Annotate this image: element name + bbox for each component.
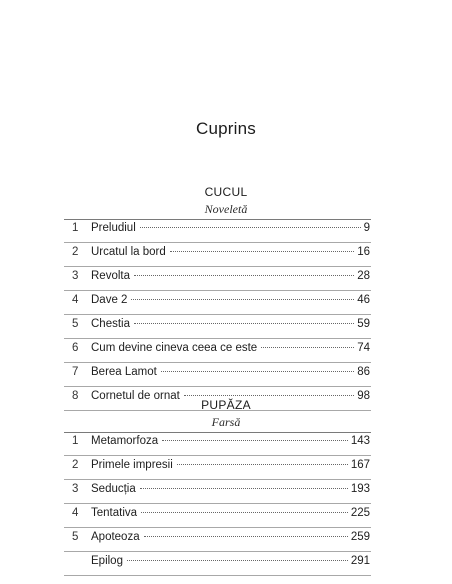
toc-row[interactable] (0, 219, 452, 243)
toc-entry-page: 259 (350, 531, 370, 543)
toc-entry-page: 28 (357, 270, 370, 282)
toc-entry-page: 16 (357, 246, 370, 258)
toc-entry-label: Metamorfoza (91, 435, 159, 447)
toc-leader-dots (177, 464, 348, 465)
toc-entry-label: Dave 2 (91, 294, 128, 306)
toc-entry-label: Cum devine cineva ceea ce este (91, 342, 258, 354)
toc-entry-number: 4 (72, 294, 79, 306)
toc-row[interactable] (0, 456, 452, 480)
toc-row[interactable] (0, 504, 452, 528)
toc-leader-dots (141, 512, 348, 513)
toc-entry-number: 5 (72, 531, 79, 543)
toc-entry-label: Berea Lamot (91, 366, 157, 378)
section-title-cucul: CUCUL (204, 185, 248, 199)
toc-row[interactable] (0, 339, 452, 363)
toc-entry-number: 2 (72, 459, 79, 471)
toc-entry-label: Urcatul la bord (91, 246, 166, 258)
toc-leader-dots (134, 275, 354, 276)
section-subtitle-cucul: Noveletă (204, 202, 248, 216)
toc-entry-label: Chestia (91, 318, 130, 330)
page-title: Cuprins (196, 119, 256, 138)
toc-entry-number: 7 (72, 366, 79, 378)
toc-list-cucul (0, 219, 452, 411)
toc-entry-page: 98 (357, 390, 370, 402)
toc-entry-page: 9 (363, 222, 370, 234)
toc-entry-number: 3 (72, 483, 79, 495)
row-divider (64, 575, 371, 576)
toc-entry-label: Revolta (91, 270, 130, 282)
toc-entry-page: 74 (357, 342, 370, 354)
toc-leader-dots (134, 323, 354, 324)
toc-entry-number: 1 (72, 435, 79, 447)
toc-leader-dots (162, 440, 348, 441)
toc-leader-dots (140, 488, 348, 489)
toc-leader-dots (140, 227, 361, 228)
toc-entry-number: 5 (72, 318, 79, 330)
toc-entry-page: 86 (357, 366, 370, 378)
toc-entry-label: Primele impresii (91, 459, 173, 471)
toc-entry-number: 8 (72, 390, 79, 402)
toc-leader-dots (127, 560, 348, 561)
toc-leader-dots (170, 251, 354, 252)
toc-entry-page: 46 (357, 294, 370, 306)
toc-leader-dots (184, 395, 354, 396)
toc-list-pupaza (0, 432, 452, 576)
toc-entry-page: 59 (357, 318, 370, 330)
toc-leader-dots (131, 299, 354, 300)
toc-row[interactable] (0, 432, 452, 456)
toc-entry-label: Cornetul de ornat (91, 390, 180, 402)
toc-row[interactable] (0, 480, 452, 504)
section-subtitle-pupaza: Farsă (211, 415, 241, 429)
toc-row[interactable] (0, 528, 452, 552)
toc-entry-label: Apoteoza (91, 531, 140, 543)
toc-entry-number: 4 (72, 507, 79, 519)
toc-row[interactable] (0, 315, 452, 339)
toc-entry-number: 2 (72, 246, 79, 258)
toc-entry-number: 6 (72, 342, 79, 354)
toc-entry-page: 193 (350, 483, 370, 495)
toc-leader-dots (161, 371, 354, 372)
toc-row[interactable] (0, 243, 452, 267)
toc-entry-label: Tentativa (91, 507, 138, 519)
toc-entry-page: 225 (350, 507, 370, 519)
toc-entry-page: 291 (350, 555, 370, 567)
toc-row[interactable] (0, 363, 452, 387)
toc-entry-label: Preludiul (91, 222, 136, 234)
toc-leader-dots (144, 536, 348, 537)
toc-leader-dots (261, 347, 354, 348)
toc-entry-number: 1 (72, 222, 79, 234)
section-title-pupaza: PUPĂZA (201, 398, 251, 412)
toc-row[interactable] (0, 291, 452, 315)
toc-entry-page: 143 (350, 435, 370, 447)
toc-entry-label: Seducția (91, 483, 136, 495)
toc-entry-page: 167 (350, 459, 370, 471)
toc-entry-label: Epilog (91, 555, 123, 567)
toc-entry-number: 3 (72, 270, 79, 282)
toc-row[interactable] (0, 267, 452, 291)
toc-row[interactable] (0, 552, 452, 576)
